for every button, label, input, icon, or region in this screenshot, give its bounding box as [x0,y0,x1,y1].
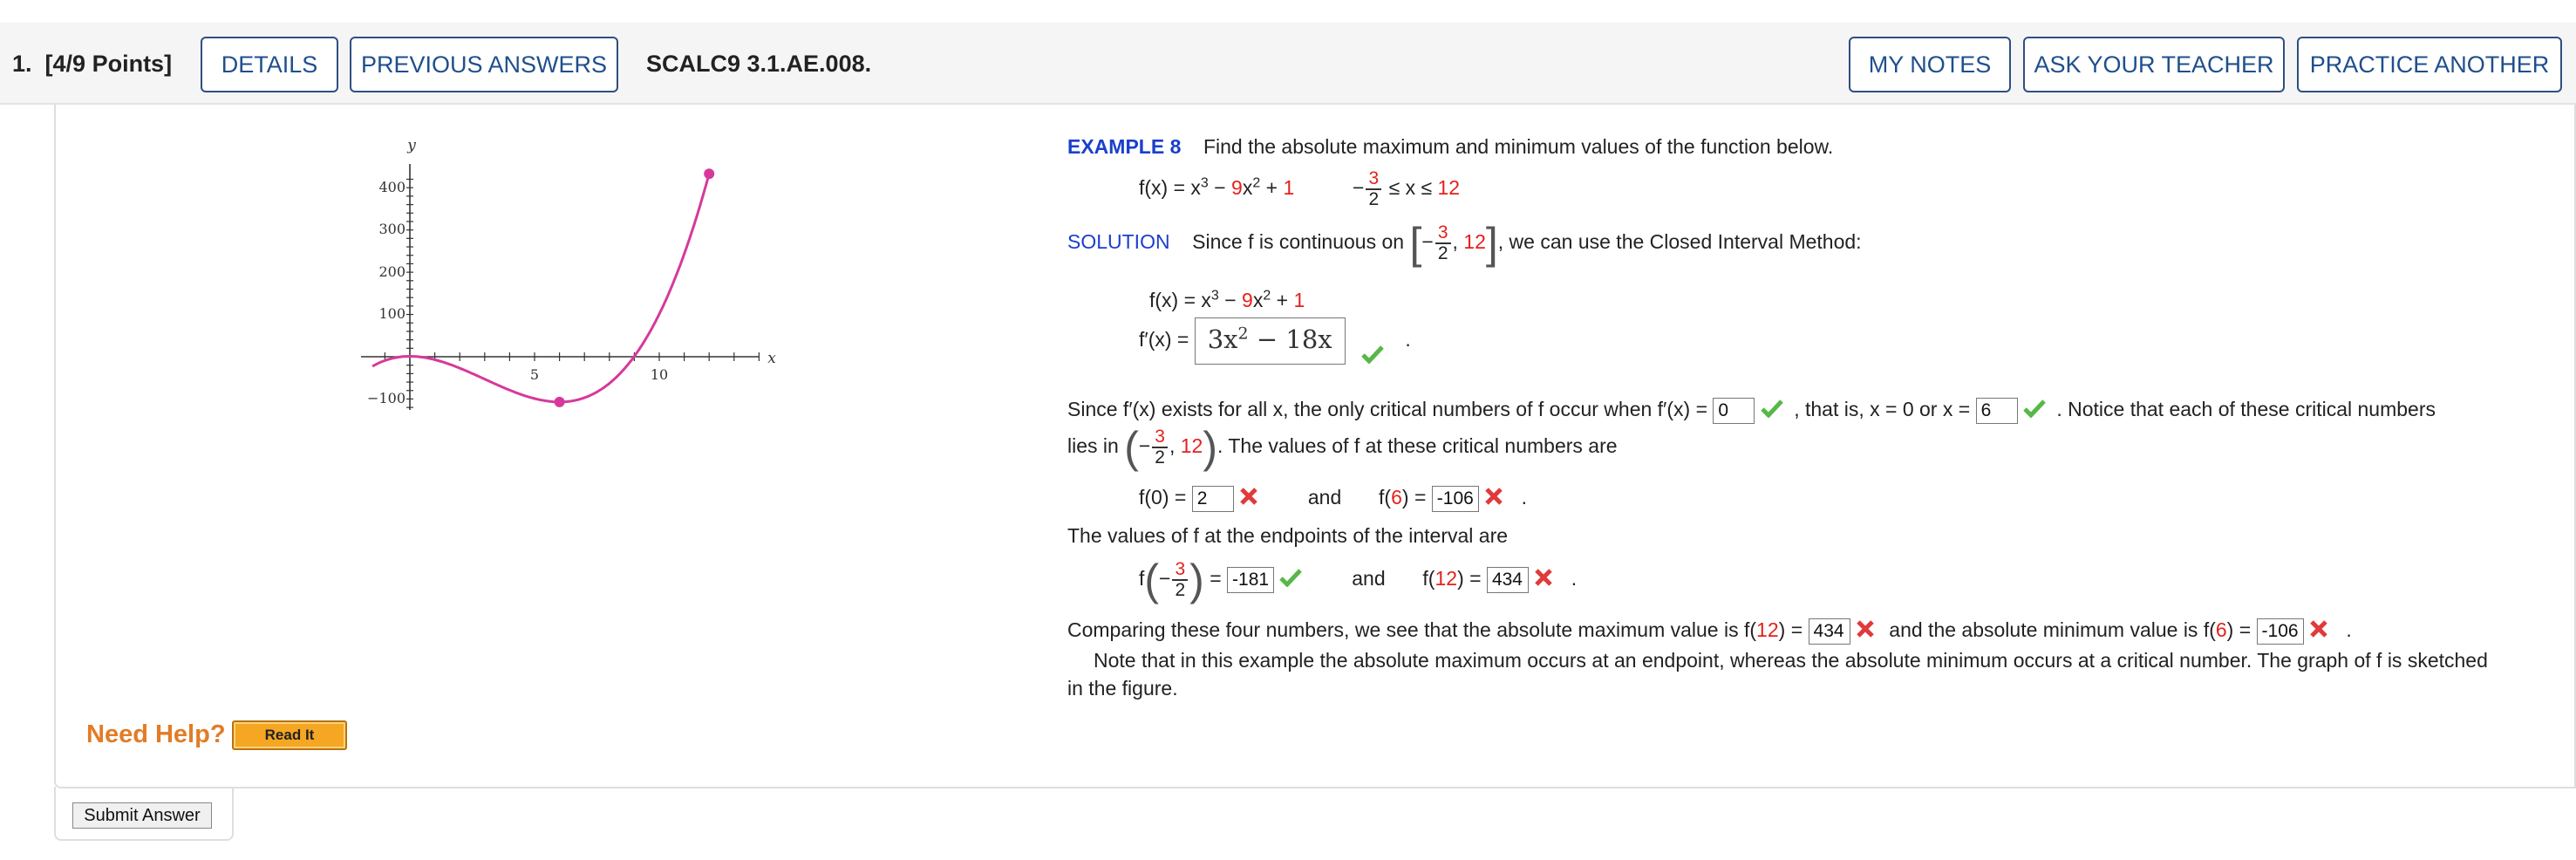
derivative-answer-box[interactable]: $3x^2 - 18x$ [1195,317,1346,365]
details-button[interactable]: DETAILS [201,37,338,92]
f12-input[interactable]: 434 [1487,567,1529,593]
comparison-line: Comparing these four numbers, we see that the absolute maximum value is f(12) = 434 and the absolute minimum value is f(6) = -106 . [1067,618,2352,645]
solution-label: SOLUTION [1067,230,1170,254]
critical-line-1: Since f′(x) exists for all x, the only critical numbers of f occur when f′(x) = 0 , that is, x = 0 or x = 6 . Notice that each of these critical numbers [1067,397,2436,424]
function-graph [340,131,794,427]
points-label: [4/9 Points] [44,51,173,77]
derivative-line: $f'(x) = 3x^2 - 18x$ . [1139,317,1411,365]
correct-check-icon [1761,399,1783,424]
fprime-zero-input[interactable]: 0 [1713,398,1755,424]
correct-check-icon [1361,345,1384,370]
note-line-2: in the figure. [1067,677,1178,700]
critical-line-2: lies in (− $\frac{3}{2}$ , 12). The values of f at these critical numbers are [1067,423,1618,472]
wrong-x-icon [1856,619,1875,645]
solution-line: SOLUTION Since f is continuous on [− $\frac{3}{2}$ , 12], we can use the Closed Interval Method: [1067,219,1862,268]
y-tick-label: 300 [378,221,405,237]
y-tick-label: 400 [378,179,405,195]
submit-answer-button[interactable]: Submit Answer [72,802,212,829]
f-left-endpoint-input[interactable]: -181 [1227,567,1274,593]
wrong-x-icon [1484,487,1503,512]
ask-your-teacher-button[interactable]: ASK YOUR TEACHER [2023,37,2285,92]
practice-another-button[interactable]: PRACTICE ANOTHER [2297,37,2562,92]
wrong-x-icon [1534,568,1553,593]
f6-input[interactable]: -106 [1432,486,1479,512]
question-number: 1. [4/9 Points] [12,51,173,77]
critical-values-line: f(0) = 2 and f(6) = -106 . [1139,485,1527,512]
y-tick-label: 200 [378,263,405,280]
y-tick-label: 100 [378,305,405,322]
endpoint-values-line: f(− $\frac{3}{2}$ ) = -181 and f(12) = 434 . [1139,556,1578,604]
correct-check-icon [1279,568,1302,593]
example-intro: Find the absolute maximum and minimum values of the function below. [1203,135,1834,158]
correct-check-icon [2023,399,2046,424]
previous-answers-button[interactable]: PREVIOUS ANSWERS [350,37,618,92]
read-it-button[interactable]: Read It [232,720,347,750]
abs-min-input[interactable]: -106 [2257,618,2304,645]
y-axis-label: y [407,137,416,154]
question-id: SCALC9 3.1.AE.008. [646,51,872,77]
endpoints-text: The values of f at the endpoints of the interval are [1067,524,1509,547]
note-line-1: Note that in this example the absolute maximum occurs at an endpoint, whereas the absolute minimum occurs at a critical number. The graph of f is sketched [1094,649,2488,672]
maximum-point [704,168,714,179]
f0-input[interactable]: 2 [1192,486,1234,512]
need-help-label: Need Help? [86,720,226,748]
y-tick-label: −100 [367,390,405,406]
wrong-x-icon [1239,487,1258,512]
x-tick-label: 10 [650,366,669,383]
critical-x-input[interactable]: 6 [1976,398,2018,424]
abs-max-input[interactable]: 434 [1809,618,1850,645]
my-notes-button[interactable]: MY NOTES [1849,37,2011,92]
example-label: EXAMPLE 8 [1067,135,1182,158]
minimum-point [555,397,565,407]
function-definition: $f(x) = x^3 - 9x^2 + 1$ − $\frac{3}{2}$ ≤ x ≤ 12 [1139,168,1461,210]
x-tick-label: 5 [529,366,540,383]
x-axis-label: x [767,350,776,367]
function-restated: $f(x) = x^3 - 9x^2 + 1$ [1149,288,1305,311]
wrong-x-icon [2309,619,2328,645]
example-line [1067,134,1833,160]
